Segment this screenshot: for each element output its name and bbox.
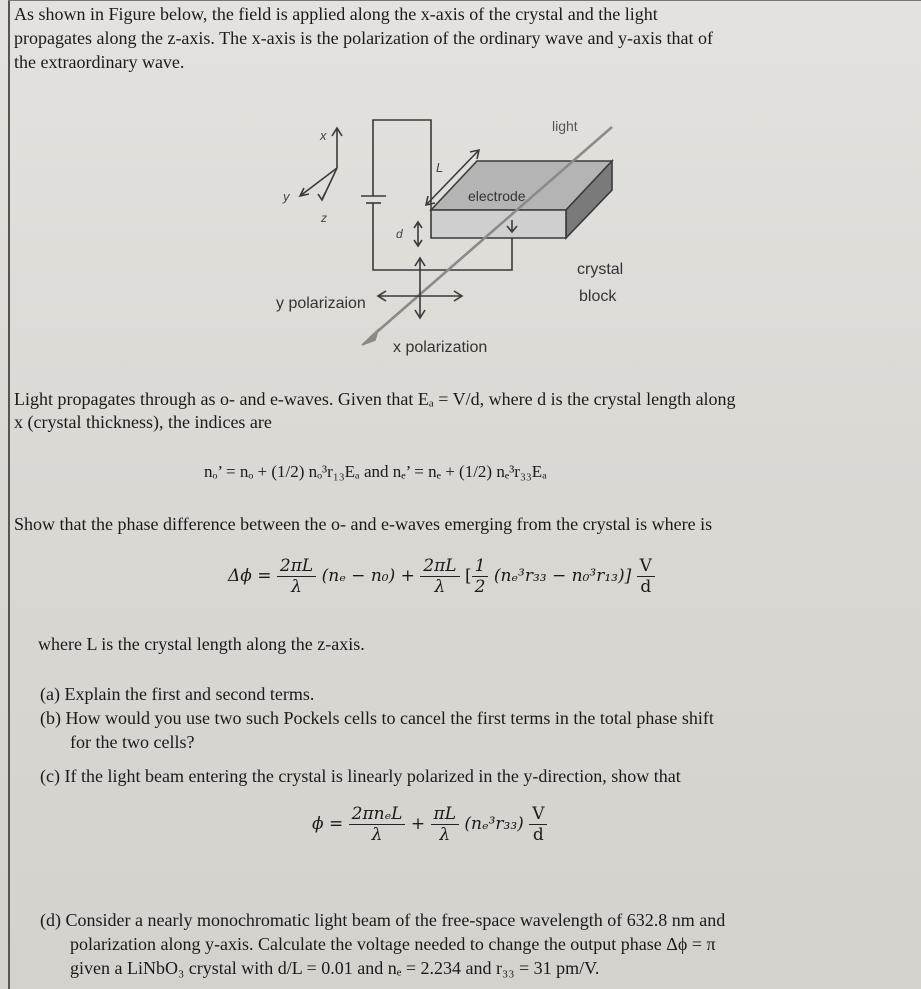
body-line-1: Light propagates through as o- and e-waves. Given that Eₐ = V/d, where d is the crystal length along <box>14 389 736 409</box>
item-c: (c) If the light beam entering the crystal is linearly polarized in the y-direction, show that <box>40 766 681 786</box>
eq2-plus: + <box>410 814 426 834</box>
light-label: light <box>552 118 578 134</box>
body-line-2: x (crystal thickness), the indices are <box>14 412 272 432</box>
length-label: L <box>436 160 444 175</box>
intro-line-2: propagates along the z-axis. The x-axis is the polarization of the ordinary wave and y-axis that of <box>14 28 713 48</box>
thickness-label: d <box>396 227 403 241</box>
phase-equation <box>312 804 547 845</box>
eq2-term: (nₑ³r₃₃) <box>464 814 524 834</box>
eq1-lhs: Δϕ = <box>228 566 272 586</box>
item-d-line-2: polarization along y-axis. Calculate the voltage needed to change the output phase Δϕ = π <box>70 934 716 954</box>
pockels-cell-figure <box>0 0 921 370</box>
axis-x-label: x <box>320 128 327 143</box>
eq1-fraction-2: $\frac{2\pi L}{\lambda}$ <box>420 556 459 597</box>
electrode-label: electrode <box>468 188 526 204</box>
thickness-dimension <box>414 222 422 246</box>
axis-z-label: z <box>321 211 327 225</box>
item-a: (a) Explain the first and second terms. <box>40 684 315 704</box>
item-d-line-1: (d) Consider a nearly monochromatic light beam of the free-space wavelength of 632.8 nm and <box>40 910 726 930</box>
item-d-line-3: given a LiNbO₃ crystal with d/L = 0.01 and nₑ = 2.234 and r₃₃ = 31 pm/V. <box>70 958 600 978</box>
eq2-fraction-1: $\frac{\text{2πnₑL}}{\lambda}$ <box>349 804 406 845</box>
eq1-fraction-3: $\frac{1}{2}$ <box>472 556 489 597</box>
indices-equation: nₒ’ = nₒ + (1/2) nₒ³r₁₃Eₐ and nₑ’ = nₑ + (1/2) nₑ³r₃₃Eₐ <box>204 462 547 481</box>
where-L-line: where L is the crystal length along the z-axis. <box>38 634 365 654</box>
intro-line-1: As shown in Figure below, the field is applied along the x-axis of the crystal and the light <box>14 4 658 24</box>
item-b-line-1: (b) How would you use two such Pockels cells to cancel the first terms in the total phase shift <box>40 708 714 728</box>
eq1-fraction-4: $\frac{V}{d}$ <box>637 556 655 597</box>
eq1-bracket: [ <box>464 566 472 586</box>
eq2-fraction-2: $\frac{\pi L}{\lambda}$ <box>431 804 459 845</box>
item-b-line-2: for the two cells? <box>70 732 195 752</box>
phase-difference-equation <box>228 556 655 597</box>
block-label: block <box>579 288 617 305</box>
x-polarization-label: x polarization <box>393 339 488 356</box>
show-that-line: Show that the phase difference between the o- and e-waves emerging from the crystal is where is <box>14 514 713 534</box>
eq1-term-2: (nₑ³r₃₃ − n₀³r₁₃)] <box>493 566 632 586</box>
crystal-label: crystal <box>577 261 624 278</box>
eq1-term-1: (nₑ − n₀) + <box>321 566 415 586</box>
eq1-fraction-1: $\frac{2\pi L}{\lambda}$ <box>277 556 316 597</box>
eq2-fraction-3: $\frac{V}{d}$ <box>529 804 547 845</box>
intro-line-3: the extraordinary wave. <box>14 52 185 72</box>
eq2-lhs: ϕ = <box>312 814 344 834</box>
polarization-arrows <box>378 258 462 318</box>
axis-y-label: y <box>283 189 290 204</box>
y-polarization-label: y polarizaion <box>276 295 366 312</box>
